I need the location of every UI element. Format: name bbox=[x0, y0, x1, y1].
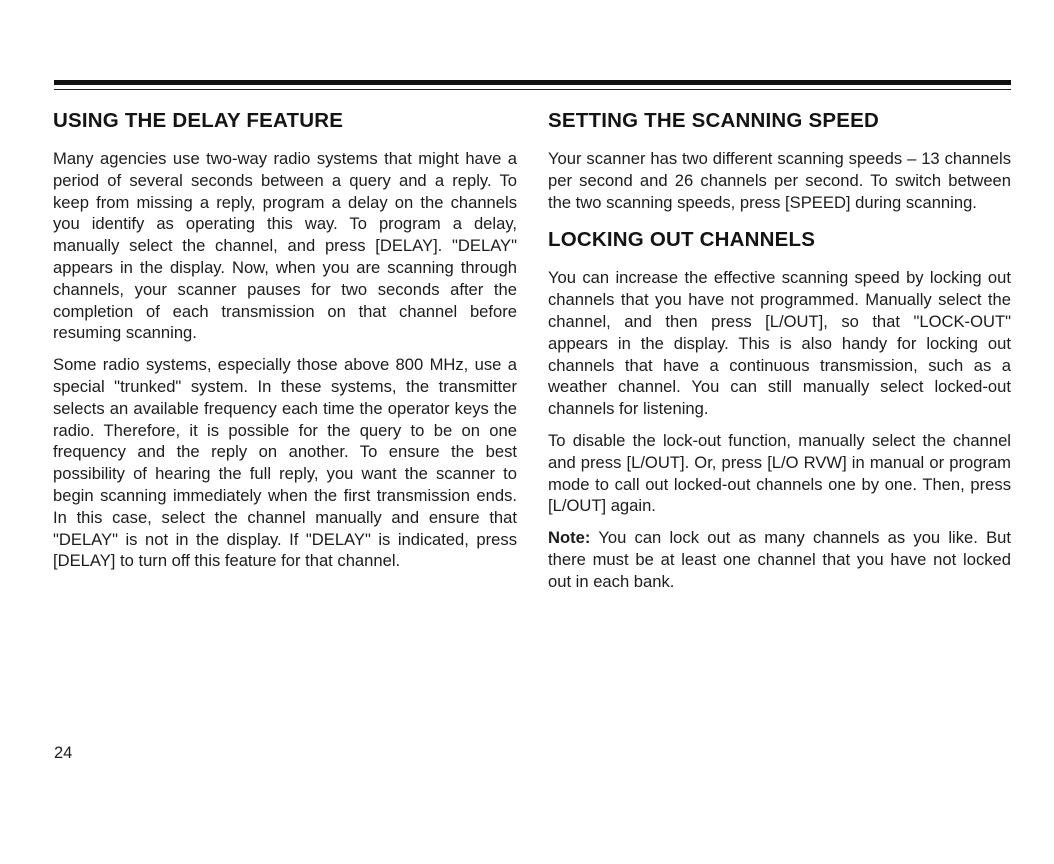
scanning-speed-heading: SETTING THE SCANNING SPEED bbox=[548, 109, 879, 132]
note-text: You can lock out as many channels as you like. But there must be at least one channel that you have not locked out in each bank. bbox=[548, 528, 1011, 591]
delay-paragraph-2: Some radio systems, especially those above 800 MHz, use a special "trunked" system. In these systems, the transmitter selects an available frequency each time the operator keys the radio. Therefore, it is possible for the query to be on one frequency and the reply on another. To ensure the best possibility of hearing the full reply, you want the scanner to begin scanning immediately when the first transmission ends. In this case, select the channel manually and ensure that "DELAY" is not in the display. If "DELAY" is indicated, press [DELAY] to turn off this feature for that channel. bbox=[53, 355, 517, 571]
scanning-speed-paragraph: Your scanner has two different scanning speeds – 13 channels per second and 26 channels per second. To switch between the two scanning speeds, press [SPEED] during scanning. bbox=[548, 149, 1011, 212]
left-column bbox=[53, 108, 517, 582]
right-column bbox=[548, 108, 1011, 603]
header-rule-thick bbox=[54, 80, 1011, 85]
note-label: Note: bbox=[548, 528, 591, 548]
note-paragraph bbox=[548, 527, 1011, 592]
locking-out-paragraph-1: You can increase the effective scanning speed by locking out channels that you have not programmed. Manually select the channel, and then press [L/OUT], so that "LOCK-OUT" appears in the display. This is also handy for locking out channels that have a continuous transmission, such as a weather channel. You can still manually select locked-out channels for listening. bbox=[548, 268, 1011, 419]
delay-paragraph-1: Many agencies use two-way radio systems that might have a period of several seconds between a query and a reply. To keep from missing a reply, program a delay on the channels you identify as operating this way. To program a delay, manually select the channel, and press [DELAY]. "DELAY" appears in the display. Now, when you are scanning through channels, your scanner pauses for two seconds after the completion of each transmission on that channel before resuming scanning. bbox=[53, 149, 517, 343]
locking-out-heading: LOCKING OUT CHANNELS bbox=[548, 228, 816, 252]
header-rule-thin bbox=[54, 89, 1011, 90]
delay-feature-heading: USING THE DELAY FEATURE bbox=[53, 109, 344, 132]
locking-out-paragraph-2: To disable the lock-out function, manually select the channel and press [L/OUT]. Or, press [L/O RVW] in manual or program mode to call out locked-out channels one by one. Then, press [L/OUT] again. bbox=[548, 430, 1011, 516]
page-number: 24 bbox=[54, 744, 73, 762]
